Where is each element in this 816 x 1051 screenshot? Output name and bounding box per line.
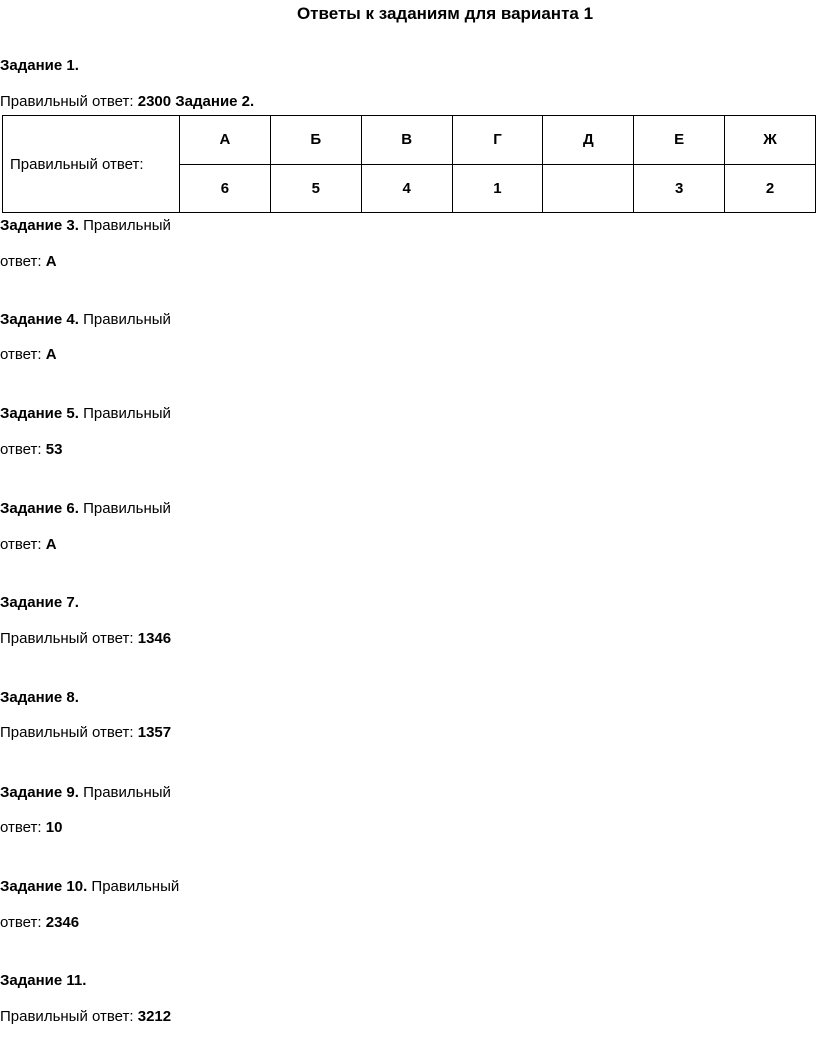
task2-answer-table (2, 115, 816, 213)
task7-answer-label: Правильный ответ: (0, 630, 138, 647)
task3-answer-line (0, 253, 57, 271)
task5-label-part2: ответ: (0, 441, 46, 458)
task4-heading (0, 311, 171, 329)
task6-label-part1: Правильный (78, 500, 171, 517)
task5-heading (0, 405, 171, 423)
task10-label-part1: Правильный (87, 878, 180, 895)
task10-label-part2: ответ: (0, 914, 46, 931)
task4-label-part1: Правильный (78, 311, 171, 328)
table-letter-cell: Ж (725, 116, 816, 165)
task11-heading (0, 972, 86, 990)
task4-answer-line (0, 346, 57, 364)
task6-answer: А (45, 536, 57, 553)
task4-label-part2: ответ: (0, 346, 46, 363)
task10-answer: 2346 (45, 914, 80, 931)
table-value-cell: 5 (270, 164, 361, 213)
task2-heading: Задание 2. (171, 93, 255, 110)
task11-answer: 3212 (137, 1008, 172, 1025)
task8-heading (0, 689, 79, 707)
table-letter-cell: В (361, 116, 452, 165)
table-value-cell: 1 (452, 164, 543, 213)
table-value-cell: 4 (361, 164, 452, 213)
task5-label-part1: Правильный (78, 405, 171, 422)
task1-answer-label: Правильный ответ: (0, 93, 138, 110)
task9-label-part1: Правильный (78, 784, 171, 801)
task9-heading-text: Задание 9. (0, 784, 79, 801)
table-letter-cell: Е (634, 116, 725, 165)
task3-heading-text: Задание 3. (0, 217, 79, 234)
table-value-cell: 3 (634, 164, 725, 213)
task10-answer-line (0, 914, 79, 932)
task5-answer-line (0, 441, 62, 459)
task3-heading (0, 217, 171, 235)
task10-heading-text: Задание 10. (0, 878, 88, 895)
task7-answer: 1346 (137, 630, 172, 647)
table-row-label: Правильный ответ: (3, 116, 180, 213)
table-letter-cell: Б (270, 116, 361, 165)
table-row (3, 116, 816, 165)
task11-answer-line (0, 1008, 171, 1026)
table-value-cell (543, 164, 634, 213)
task4-answer: А (45, 346, 57, 363)
task9-answer-line (0, 819, 62, 837)
task3-label-part2: ответ: (0, 253, 46, 270)
task1-answer-line (0, 93, 254, 111)
table-value-cell: 2 (725, 164, 816, 213)
task9-answer: 10 (45, 819, 63, 836)
task7-heading (0, 594, 79, 612)
task8-answer-label: Правильный ответ: (0, 724, 138, 741)
task9-heading (0, 784, 171, 802)
task5-heading-text: Задание 5. (0, 405, 79, 422)
task6-heading (0, 500, 171, 518)
task11-heading-text: Задание 11. (0, 972, 87, 989)
task6-label-part2: ответ: (0, 536, 46, 553)
task5-answer: 53 (45, 441, 63, 458)
table-value-cell: 6 (180, 164, 271, 213)
table-letter-cell: Д (543, 116, 634, 165)
task3-answer: А (45, 253, 57, 270)
task6-answer-line (0, 536, 57, 554)
task8-heading-text: Задание 8. (0, 689, 79, 706)
task1-heading-text: Задание 1. (0, 57, 79, 74)
task7-heading-text: Задание 7. (0, 594, 79, 611)
task9-label-part2: ответ: (0, 819, 46, 836)
page-title: Ответы к заданиям для варианта 1 (296, 4, 594, 23)
task4-heading-text: Задание 4. (0, 311, 79, 328)
task8-answer-line (0, 724, 171, 742)
task1-answer: 2300 (137, 93, 172, 110)
task3-label-part1: Правильный (78, 217, 171, 234)
table-letter-cell: А (180, 116, 271, 165)
task11-answer-label: Правильный ответ: (0, 1008, 138, 1025)
table-letter-cell: Г (452, 116, 543, 165)
task6-heading-text: Задание 6. (0, 500, 79, 517)
task10-heading (0, 878, 179, 896)
task1-heading (0, 57, 79, 75)
task7-answer-line (0, 630, 171, 648)
task8-answer: 1357 (137, 724, 172, 741)
